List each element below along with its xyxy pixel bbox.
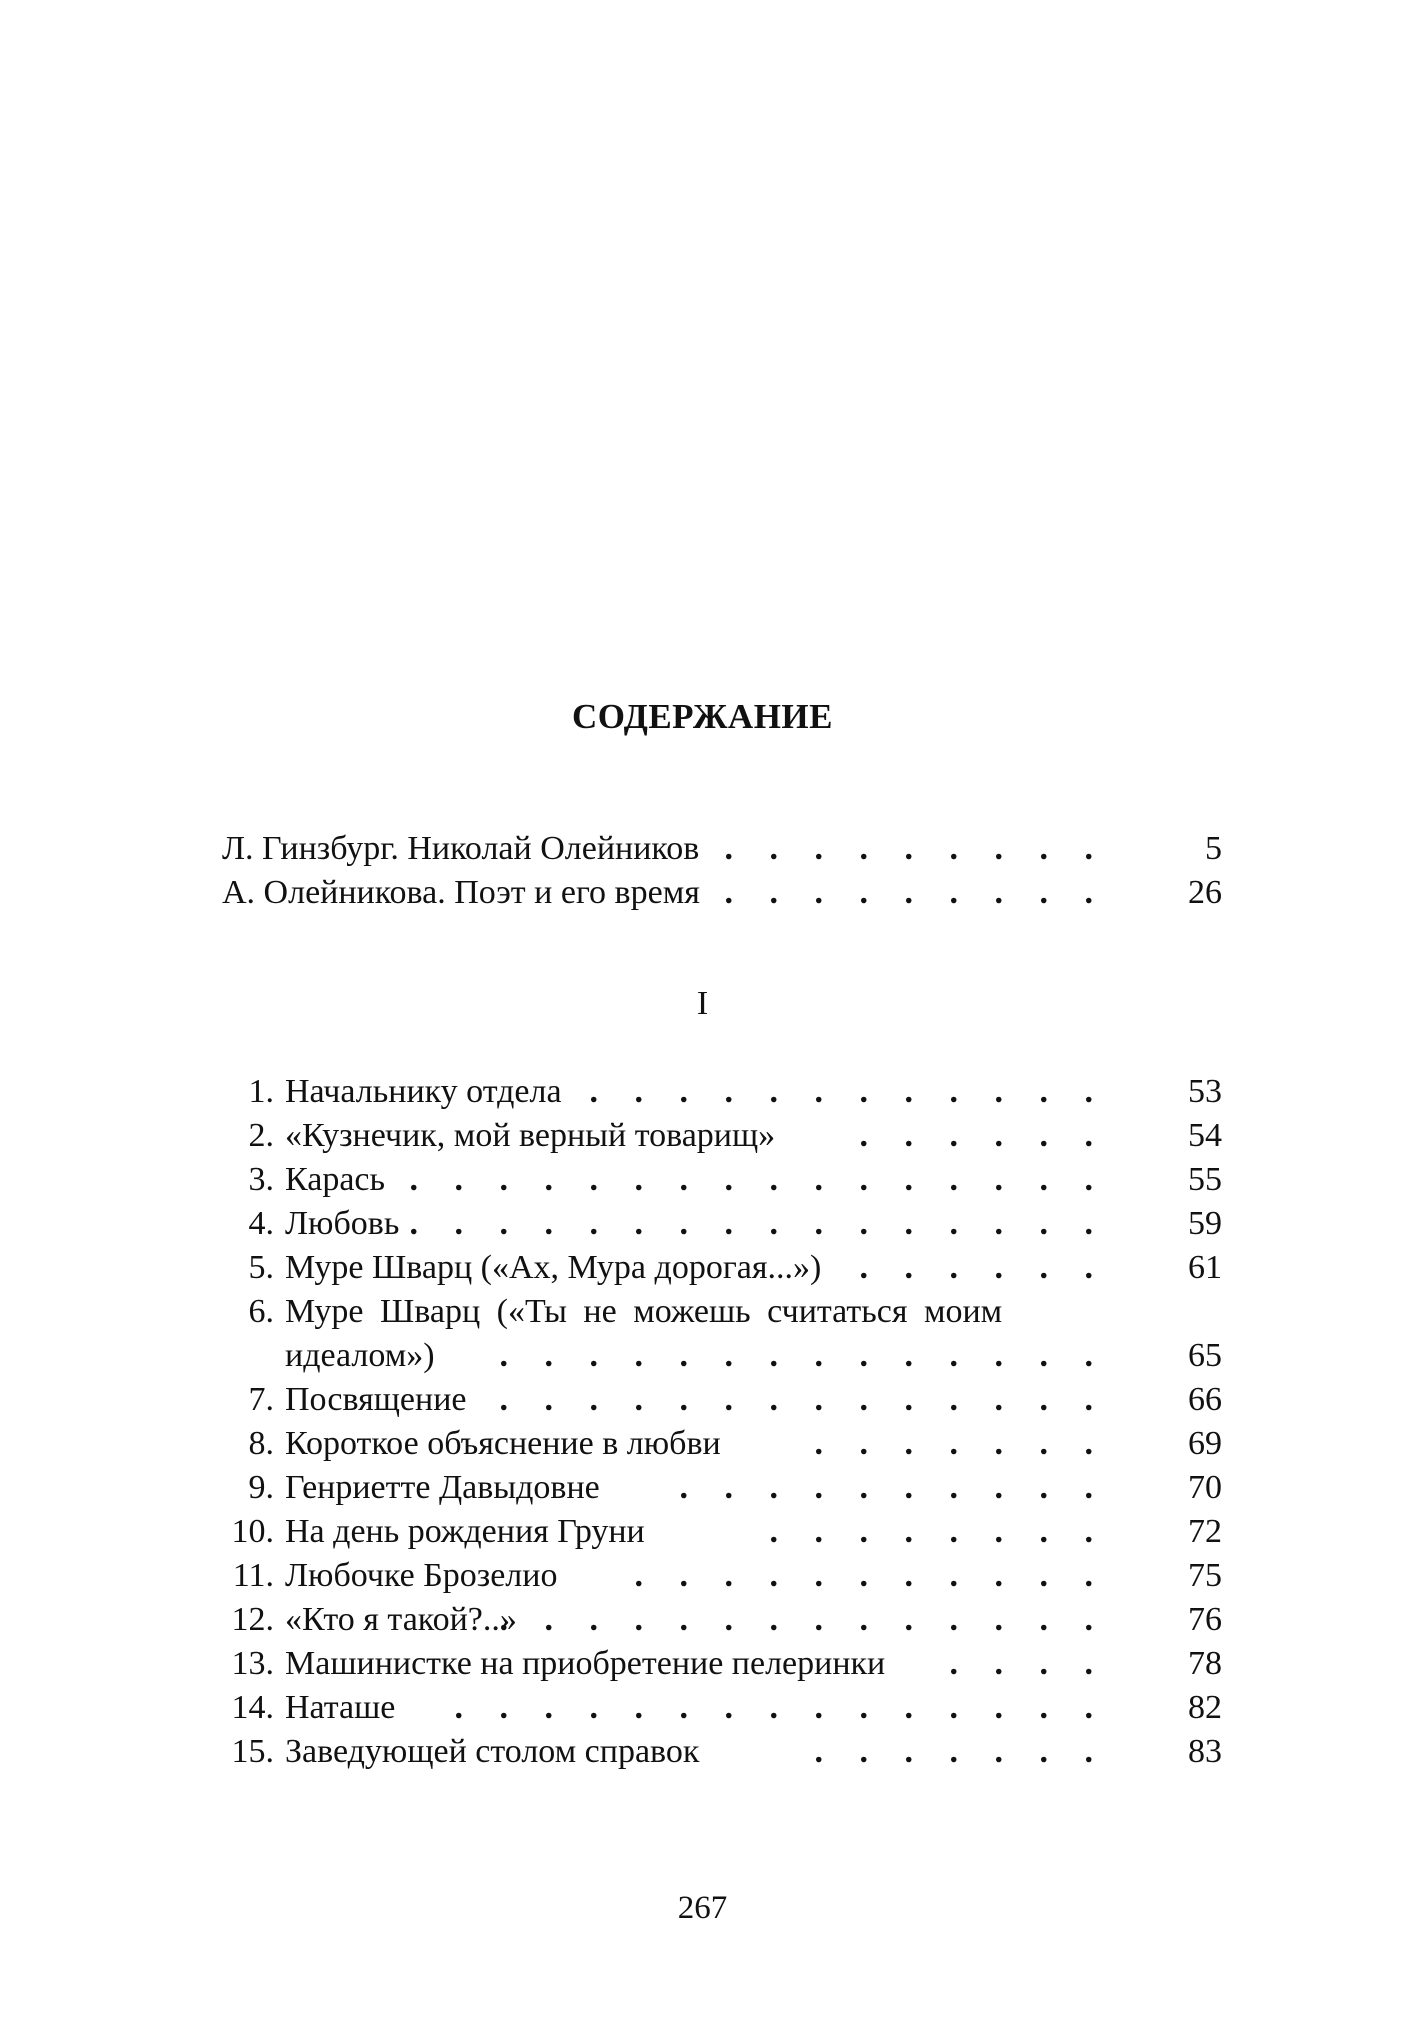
toc-entry-text: На день рождения Груни <box>285 1513 645 1550</box>
toc-entry-number: 7. <box>248 1381 274 1418</box>
toc-leader-dots: . . . . . . . <box>814 1425 1107 1462</box>
toc-entry-number: 6. <box>248 1293 274 1330</box>
toc-entry-number: 12. <box>231 1601 274 1638</box>
toc-entry-text: Муре Шварц («Ты не можешь считаться моим идеалом») <box>285 1293 1003 1374</box>
toc-entry-text: Муре Шварц («Ах, Мура дорогая...») <box>285 1249 822 1286</box>
toc-entry <box>222 1598 1222 1642</box>
toc-leader-dots: . . . . . . . . . . . . <box>589 1073 1107 1110</box>
toc-entry <box>222 1686 1222 1730</box>
toc-entry <box>222 1290 1222 1378</box>
toc-entry-page: 26 <box>1188 874 1222 911</box>
toc-entry-text: Любовь <box>285 1205 400 1242</box>
toc-entry <box>222 1730 1222 1774</box>
toc-entry <box>222 1246 1222 1290</box>
page-number: 267 <box>677 1890 728 1926</box>
toc-entry <box>222 827 1222 871</box>
toc-entry-text: Заведующей столом справок <box>285 1733 700 1770</box>
toc-entry-text: Машинистке на приобретение пелеринки <box>285 1645 886 1682</box>
toc-front-matter <box>222 827 1222 915</box>
toc-entry-page: 72 <box>1188 1513 1222 1550</box>
toc-entry-text: Посвящение <box>285 1381 467 1418</box>
toc-entry <box>222 1158 1222 1202</box>
toc-entry-text: «Кузнечик, мой верный товарищ» <box>285 1117 776 1154</box>
toc-entry-number: 13. <box>231 1645 274 1682</box>
toc-entry-page: 61 <box>1188 1249 1222 1286</box>
toc-entry-number: 1. <box>248 1073 274 1110</box>
toc-entry <box>222 1070 1222 1114</box>
toc-entry <box>222 1510 1222 1554</box>
toc-entry-number: 9. <box>248 1469 274 1506</box>
section-heading: I <box>696 985 709 1022</box>
toc-entry-page: 54 <box>1188 1117 1222 1154</box>
toc-leader-dots: . . . . . . . . . . <box>679 1469 1107 1506</box>
toc-entry-page: 53 <box>1188 1073 1222 1110</box>
toc-entry-text: Карась <box>285 1161 386 1198</box>
toc-entry-text: А. Олейникова. Поэт и его время <box>222 874 700 911</box>
toc-entry-page: 75 <box>1188 1557 1222 1594</box>
page-title: СОДЕРЖАНИЕ <box>571 697 833 736</box>
toc-entry <box>222 1554 1222 1598</box>
toc-leader-dots: . . . . . . . . . . . . . . <box>499 1381 1107 1418</box>
toc-entry-number: 14. <box>231 1689 274 1726</box>
toc-leader-dots: . . . . . . . . . . . . . . . . <box>409 1161 1107 1198</box>
toc-entry-number: 8. <box>248 1425 274 1462</box>
toc-entry-page: 70 <box>1188 1469 1222 1506</box>
toc-entry-number: 5. <box>248 1249 274 1286</box>
toc-entry-page: 59 <box>1188 1205 1222 1242</box>
toc-entry-text: Любочке Брозелио <box>285 1557 558 1594</box>
toc-entry-page: 76 <box>1188 1601 1222 1638</box>
toc-entry-number: 2. <box>248 1117 274 1154</box>
toc-section-list <box>222 1070 1222 1774</box>
toc-entry-text: «Кто я такой?..» <box>285 1601 517 1638</box>
toc-leader-dots: . . . . . . . . <box>769 1513 1107 1550</box>
toc-leader-dots: . . . . . . . . . . . . . . . . <box>409 1205 1107 1242</box>
toc-entry-number: 10. <box>231 1513 274 1550</box>
toc-entry-number: 15. <box>231 1733 274 1770</box>
toc-entry-page: 55 <box>1188 1161 1222 1198</box>
toc-entry-text: Короткое объяснение в любви <box>285 1425 721 1462</box>
toc-leader-dots: . . . . . . <box>859 1117 1107 1154</box>
toc-leader-dots: . . . . . . . . . . . . . . <box>499 1601 1107 1638</box>
toc-entry-page: 69 <box>1188 1425 1222 1462</box>
toc-entry-page: 83 <box>1188 1733 1222 1770</box>
toc-entry <box>222 1114 1222 1158</box>
toc-entry-page: 82 <box>1188 1689 1222 1726</box>
toc-leader-dots: . . . . . . . <box>814 1733 1107 1770</box>
toc-entry-text: Л. Гинзбург. Николай Олейников <box>222 830 700 867</box>
toc-entry-number: 3. <box>248 1161 274 1198</box>
toc-entry-page: 5 <box>1205 830 1222 867</box>
toc-entry-text: Наташе <box>285 1689 396 1726</box>
toc-leader-dots: . . . . . . . . . <box>724 830 1107 867</box>
toc-entry-number: 4. <box>248 1205 274 1242</box>
toc-entry <box>222 1466 1222 1510</box>
toc-entry-number: 11. <box>232 1557 274 1594</box>
toc-entry <box>222 1378 1222 1422</box>
toc-entry-page: 65 <box>1188 1337 1222 1374</box>
toc-entry <box>222 1642 1222 1686</box>
toc-entry-text: Начальнику отдела <box>285 1073 562 1110</box>
toc-entry <box>222 871 1222 915</box>
toc-entry <box>222 1202 1222 1246</box>
toc-entry <box>222 1422 1222 1466</box>
toc-leader-dots: . . . . . . . . . . . . . . . <box>454 1689 1107 1726</box>
toc-leader-dots: . . . . <box>949 1645 1107 1682</box>
toc-leader-dots: . . . . . . . . . . . . . . <box>499 1337 1107 1374</box>
toc-entry-page: 78 <box>1188 1645 1222 1682</box>
toc-entry-text: Генриетте Давыдовне <box>285 1469 600 1506</box>
toc-leader-dots: . . . . . . . . . <box>724 874 1107 911</box>
toc-leader-dots: . . . . . . . . . . . <box>634 1557 1107 1594</box>
toc-leader-dots: . . . . . . <box>859 1249 1107 1286</box>
toc-entry-page: 66 <box>1188 1381 1222 1418</box>
